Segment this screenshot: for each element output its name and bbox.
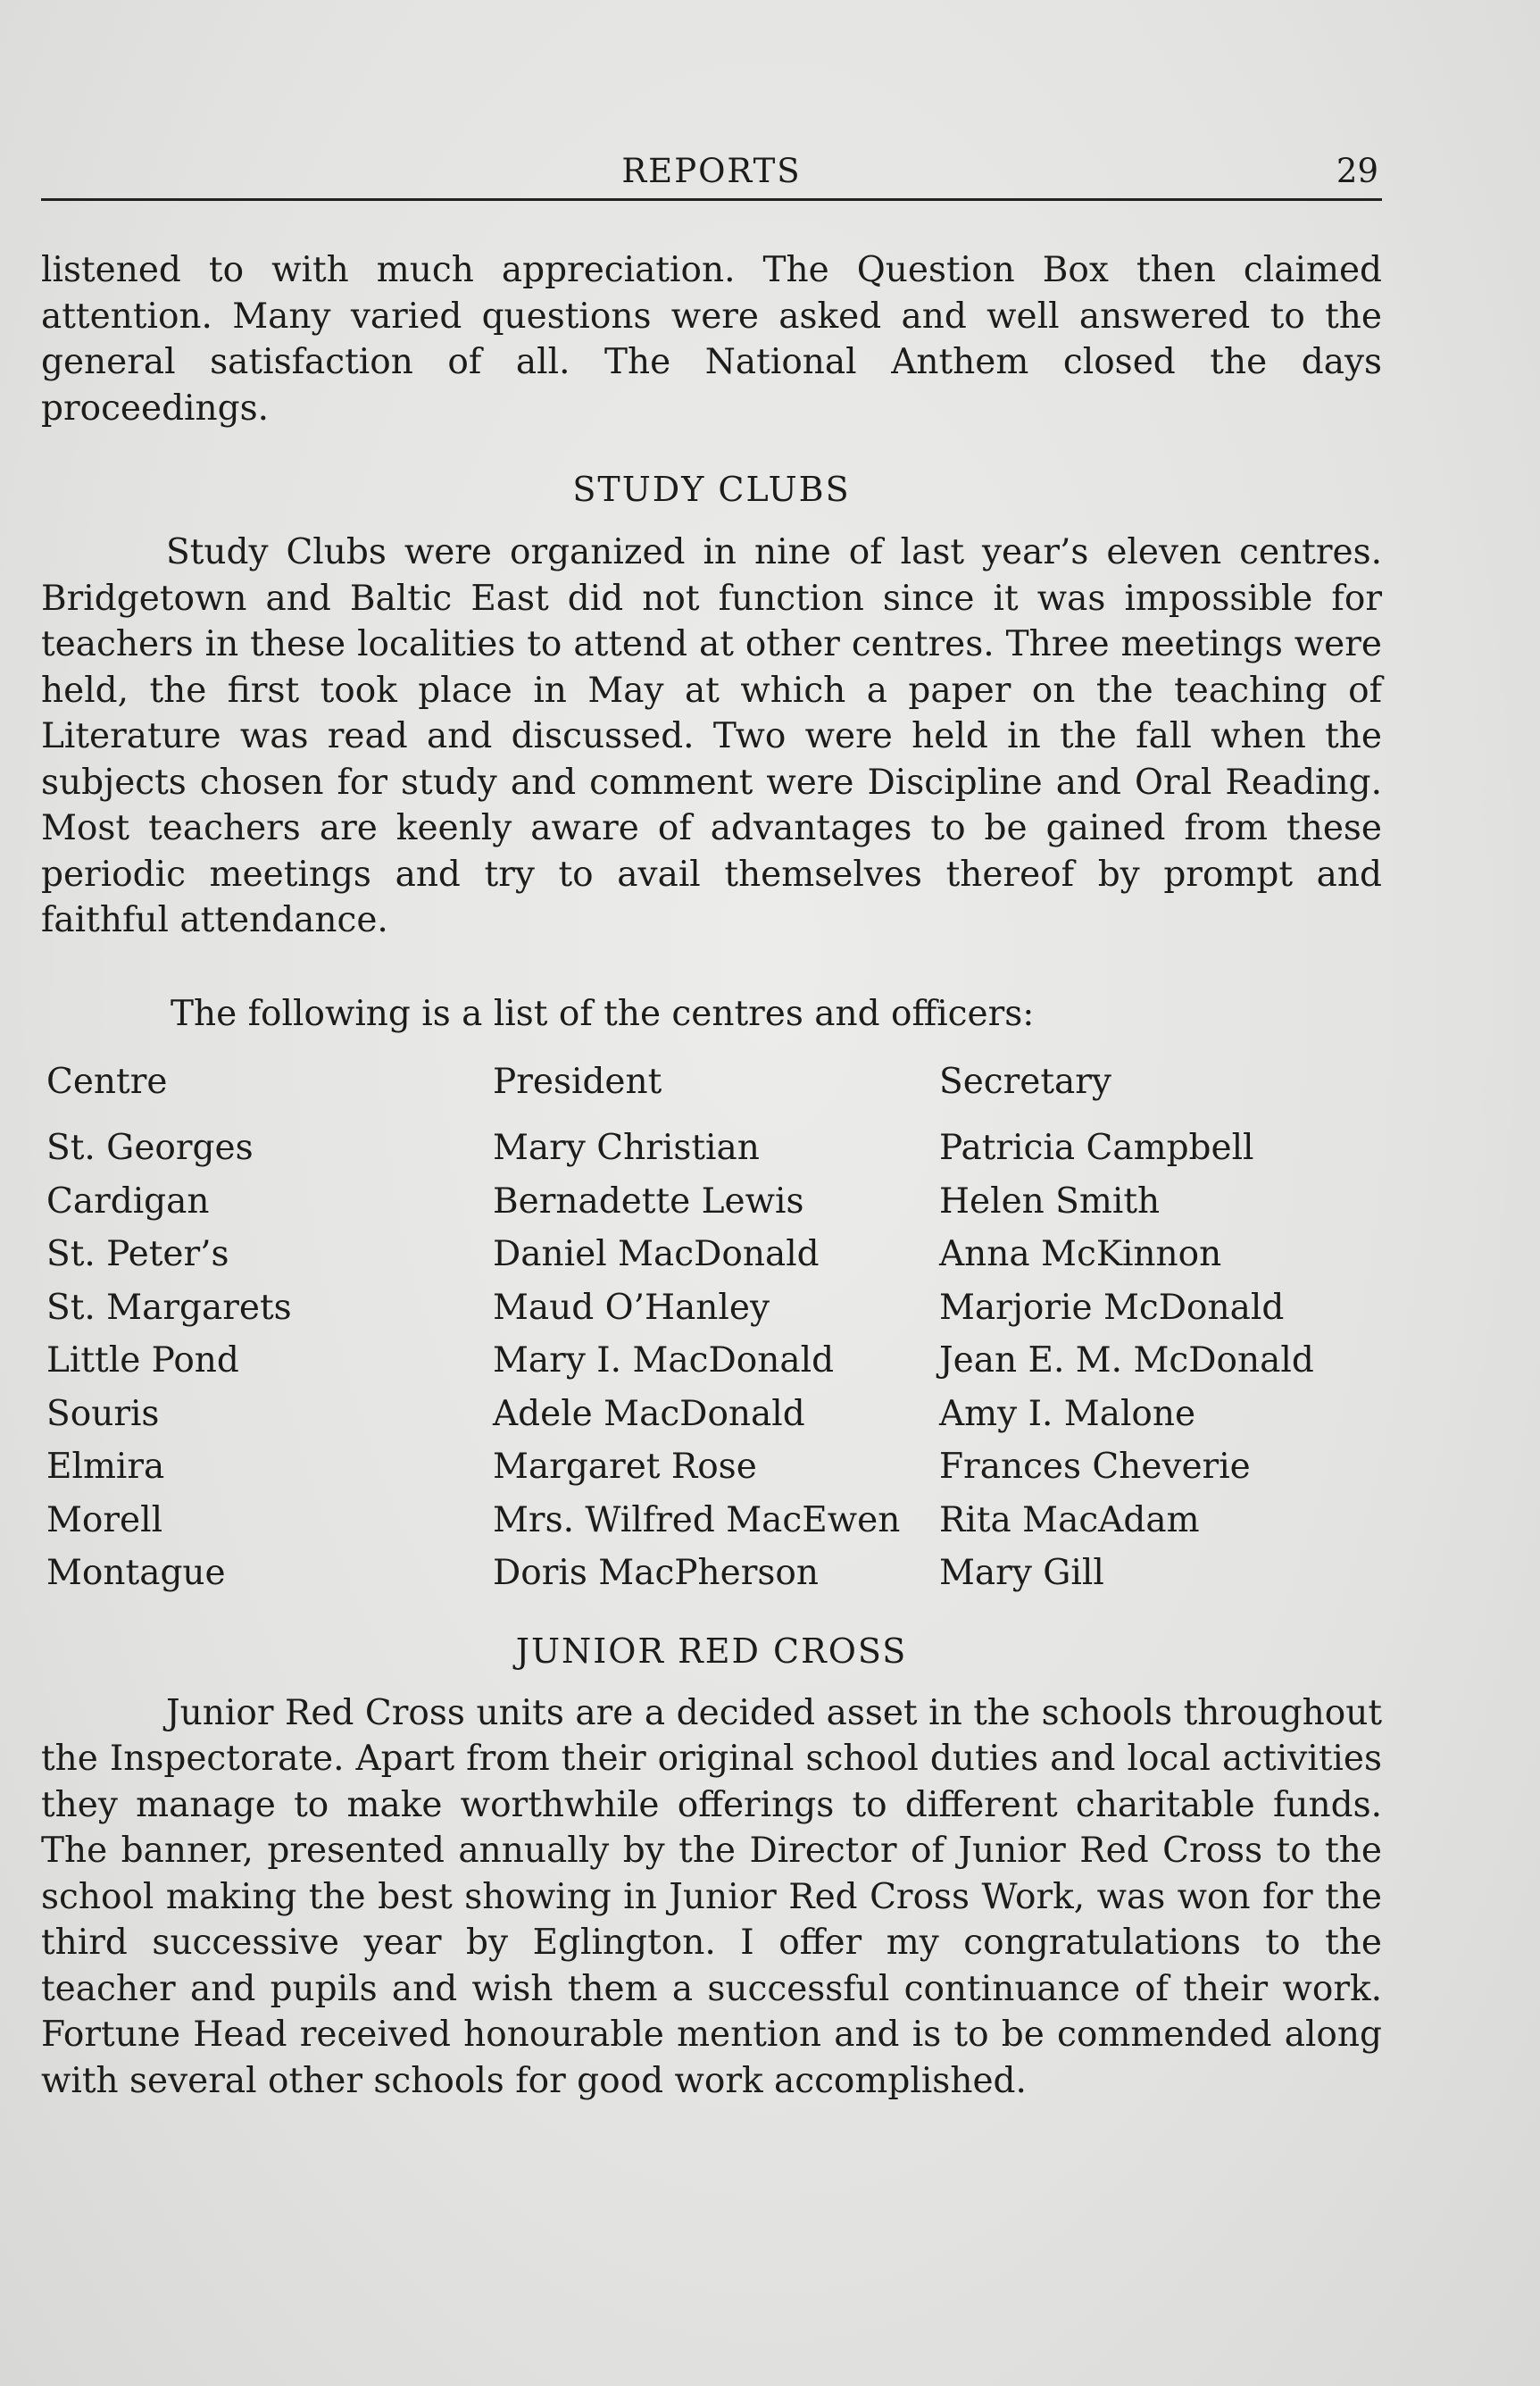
study-clubs-paragraph: Study Clubs were organized in nine of last year’s eleven centres. Bridgetown and Baltic East did not function since it was impossible for teachers in these localities to attend at other centres. Three meetings were held, the first took place in May at which a paper on the teaching of Literature was read and discussed. Two were held in the fall when the subjects chosen for study and comment were Discipline and Oral Reading. Most teachers are keenly aware of advantages to be gained from these periodic meetings and try to avail themselves thereof by prompt and faithful attendance. bbox=[41, 532, 1382, 940]
secretary-cell: Mary Gill bbox=[939, 1553, 1104, 1593]
president-cell: Daniel MacDonald bbox=[493, 1234, 820, 1274]
centre-cell: St. Margarets bbox=[46, 1287, 292, 1328]
intro-paragraph: listened to with much appreciation. The Question Box then claimed attention. Many varied questions were asked and well answered to the general satisfaction of all. The National Anthem closed the days proceedings. bbox=[41, 250, 1382, 429]
junior-red-cross-paragraph: Junior Red Cross units are a decided asset in the schools throughout the Inspectorate. Apart from their original school duties and local activities they manage to make worthwhile offerings to different charitable funds. The banner, presented annually by the Director of Junior Red Cross to the school making the best showing in Junior Red Cross Work, was won for the third successive year by Eglington. I offer my congratulations to the teacher and pupils and wish them a successful continuance of their work. Fortune Head received honourable mention and is to be commended along with several other schools for good work accomplished. bbox=[41, 1692, 1382, 2101]
list-intro-text: The following is a list of the centres and officers: bbox=[171, 993, 1035, 1034]
secretary-cell: Jean E. M. McDonald bbox=[939, 1340, 1314, 1381]
president-cell: Mrs. Wilfred MacEwen bbox=[493, 1499, 901, 1540]
secretary-cell: Anna McKinnon bbox=[939, 1234, 1222, 1274]
table-row bbox=[41, 1553, 1382, 1606]
secretary-cell: Amy I. Malone bbox=[939, 1393, 1196, 1434]
centre-cell: Cardigan bbox=[46, 1180, 210, 1222]
centre-cell: St. Georges bbox=[46, 1128, 254, 1168]
running-header bbox=[41, 143, 1382, 201]
officers-table bbox=[41, 1058, 1382, 1606]
secretary-cell: Rita MacAdam bbox=[939, 1499, 1200, 1540]
secretary-cell: Marjorie McDonald bbox=[939, 1287, 1285, 1328]
running-title: REPORTS bbox=[621, 152, 802, 190]
centre-cell: Souris bbox=[46, 1393, 160, 1434]
centre-cell: Elmira bbox=[46, 1447, 165, 1487]
page-number: 29 bbox=[1336, 152, 1378, 190]
study-clubs-heading: STUDY CLUBS bbox=[572, 470, 851, 509]
president-cell: Bernadette Lewis bbox=[493, 1180, 804, 1222]
column-header-president: President bbox=[493, 1062, 662, 1102]
table-header-row bbox=[41, 1058, 1382, 1128]
table-row bbox=[41, 1340, 1382, 1394]
secretary-cell: Helen Smith bbox=[939, 1180, 1161, 1222]
table-row bbox=[41, 1288, 1382, 1341]
secretary-cell: Patricia Campbell bbox=[939, 1128, 1254, 1168]
president-cell: Mary I. MacDonald bbox=[493, 1340, 835, 1381]
table-row bbox=[41, 1181, 1382, 1235]
table-row bbox=[41, 1234, 1382, 1288]
centre-cell: Morell bbox=[46, 1499, 163, 1540]
president-cell: Maud O’Hanley bbox=[493, 1287, 770, 1328]
president-cell: Doris MacPherson bbox=[493, 1553, 819, 1593]
list-intro bbox=[41, 991, 1382, 1038]
centre-cell: Little Pond bbox=[46, 1340, 239, 1381]
table-row bbox=[41, 1394, 1382, 1447]
president-cell: Mary Christian bbox=[493, 1128, 760, 1168]
column-header-secretary: Secretary bbox=[939, 1062, 1111, 1102]
page-content bbox=[41, 143, 1382, 2104]
secretary-cell: Frances Cheverie bbox=[939, 1447, 1251, 1487]
table-row bbox=[41, 1128, 1382, 1181]
table-row bbox=[41, 1447, 1382, 1500]
centre-cell: Montague bbox=[46, 1553, 226, 1593]
president-cell: Adele MacDonald bbox=[493, 1393, 805, 1434]
centre-cell: St. Peter’s bbox=[46, 1234, 229, 1274]
junior-red-cross-heading: JUNIOR RED CROSS bbox=[515, 1631, 908, 1671]
column-header-centre: Centre bbox=[46, 1062, 168, 1102]
table-row bbox=[41, 1500, 1382, 1554]
president-cell: Margaret Rose bbox=[493, 1447, 757, 1487]
